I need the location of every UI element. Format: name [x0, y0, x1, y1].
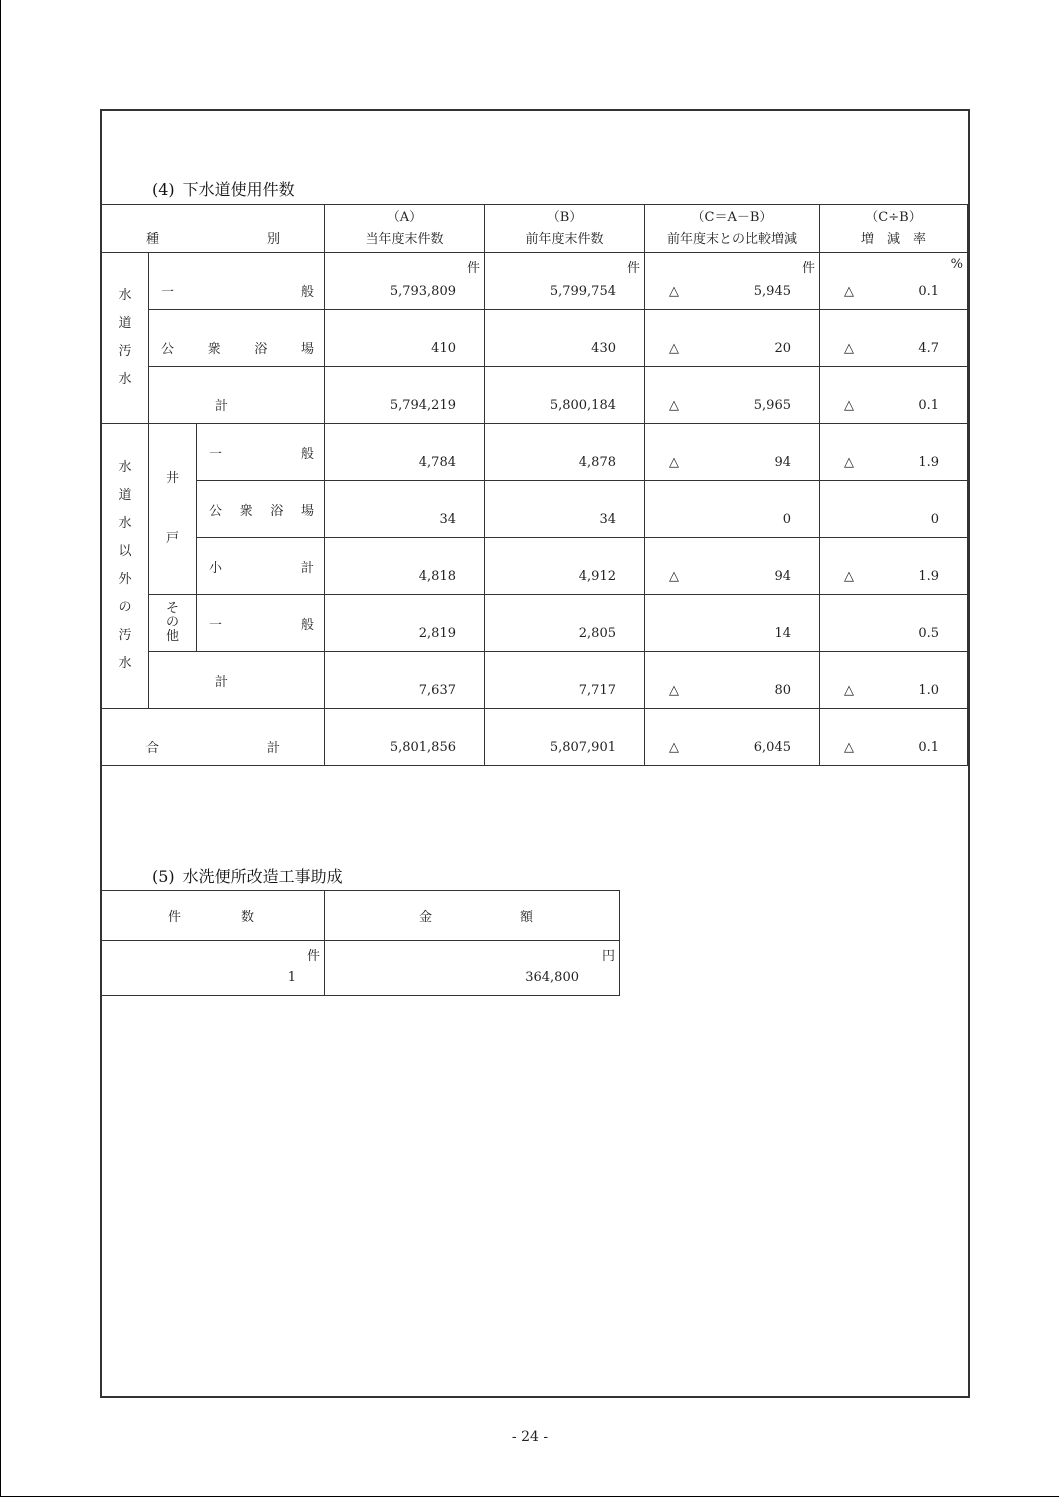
toilet-subsidy-table [101, 890, 620, 996]
cell-a: 5,794,219 [325, 367, 485, 424]
cell-a: 34 [325, 481, 485, 538]
table-row [102, 253, 968, 310]
cell-d: △ 1.9 [820, 538, 968, 595]
cell-a: 7,637 [325, 652, 485, 709]
cell-d: △ 1.9 [820, 424, 968, 481]
header-kind: 種 別 [102, 205, 325, 253]
cell-b: 34 [485, 481, 645, 538]
header-count: 件 数 [102, 891, 325, 941]
cell-amount: 円 364,800 [325, 941, 620, 996]
cell-b: 4,912 [485, 538, 645, 595]
sewer-usage-table [101, 204, 968, 766]
group-label-non-waterworks: 水 道 水 以 外 の 汚 水 [102, 424, 149, 709]
header-col-b: （B） 前年度末件数 [485, 205, 645, 253]
cell-c: 14 [645, 595, 820, 652]
cell-a: 4,784 [325, 424, 485, 481]
cell-d: % △ 0.1 [820, 253, 968, 310]
table-row [102, 367, 968, 424]
table-header-row [102, 205, 968, 253]
cell-d: 0.5 [820, 595, 968, 652]
cell-b: 2,805 [485, 595, 645, 652]
row-label-total: 計 [149, 652, 325, 709]
row-label-subtotal: 小 計 [197, 538, 325, 595]
section4-title: (4) 下水道使用件数 [152, 180, 295, 199]
cell-c: △ 94 [645, 424, 820, 481]
table-row [102, 481, 968, 538]
row-label: 一 般 [197, 424, 325, 481]
header-amount: 金 額 [325, 891, 620, 941]
table-header-row [102, 891, 620, 941]
table-row [102, 595, 968, 652]
cell-a: 4,818 [325, 538, 485, 595]
cell-c: △ 20 [645, 310, 820, 367]
row-label-total: 計 [149, 367, 325, 424]
cell-c: 0 [645, 481, 820, 538]
cell-d: △ 4.7 [820, 310, 968, 367]
cell-a: 件 5,793,809 [325, 253, 485, 310]
row-label: 公 衆 浴 場 [149, 310, 325, 367]
cell-d: △ 0.1 [820, 709, 968, 766]
row-label-grand-total: 合 計 [102, 709, 325, 766]
cell-c: △ 5,965 [645, 367, 820, 424]
cell-a: 2,819 [325, 595, 485, 652]
cell-b: 5,807,901 [485, 709, 645, 766]
row-label: 一 般 [197, 595, 325, 652]
other-label: そ の 他 [149, 595, 197, 652]
cell-a: 5,801,856 [325, 709, 485, 766]
table-row [102, 652, 968, 709]
page-number: - 24 - [511, 1429, 549, 1445]
table-row [102, 941, 620, 996]
cell-b: 7,717 [485, 652, 645, 709]
cell-c: △ 6,045 [645, 709, 820, 766]
cell-b: 5,800,184 [485, 367, 645, 424]
section5-title: (5) 水洗便所改造工事助成 [152, 867, 343, 886]
cell-d: △ 0.1 [820, 367, 968, 424]
table-row [102, 538, 968, 595]
cell-b: 4,878 [485, 424, 645, 481]
row-label: 公 衆 浴 場 [197, 481, 325, 538]
table-row [102, 310, 968, 367]
table-row-grand-total [102, 709, 968, 766]
cell-c: △ 80 [645, 652, 820, 709]
cell-d: △ 1.0 [820, 652, 968, 709]
header-col-c: （C＝A－B） 前年度末との比較増減 [645, 205, 820, 253]
header-col-d: （C÷B） 増 減 率 [820, 205, 968, 253]
header-col-a: （A） 当年度末件数 [325, 205, 485, 253]
row-label: 一 般 [149, 253, 325, 310]
table-row [102, 424, 968, 481]
cell-a: 410 [325, 310, 485, 367]
group-label-waterworks: 水 道 汚 水 [102, 253, 149, 424]
cell-b: 430 [485, 310, 645, 367]
well-label: 井 戸 [149, 424, 197, 595]
cell-d: 0 [820, 481, 968, 538]
cell-c: 件 △ 5,945 [645, 253, 820, 310]
cell-c: △ 94 [645, 538, 820, 595]
cell-b: 件 5,799,754 [485, 253, 645, 310]
cell-count: 件 1 [102, 941, 325, 996]
